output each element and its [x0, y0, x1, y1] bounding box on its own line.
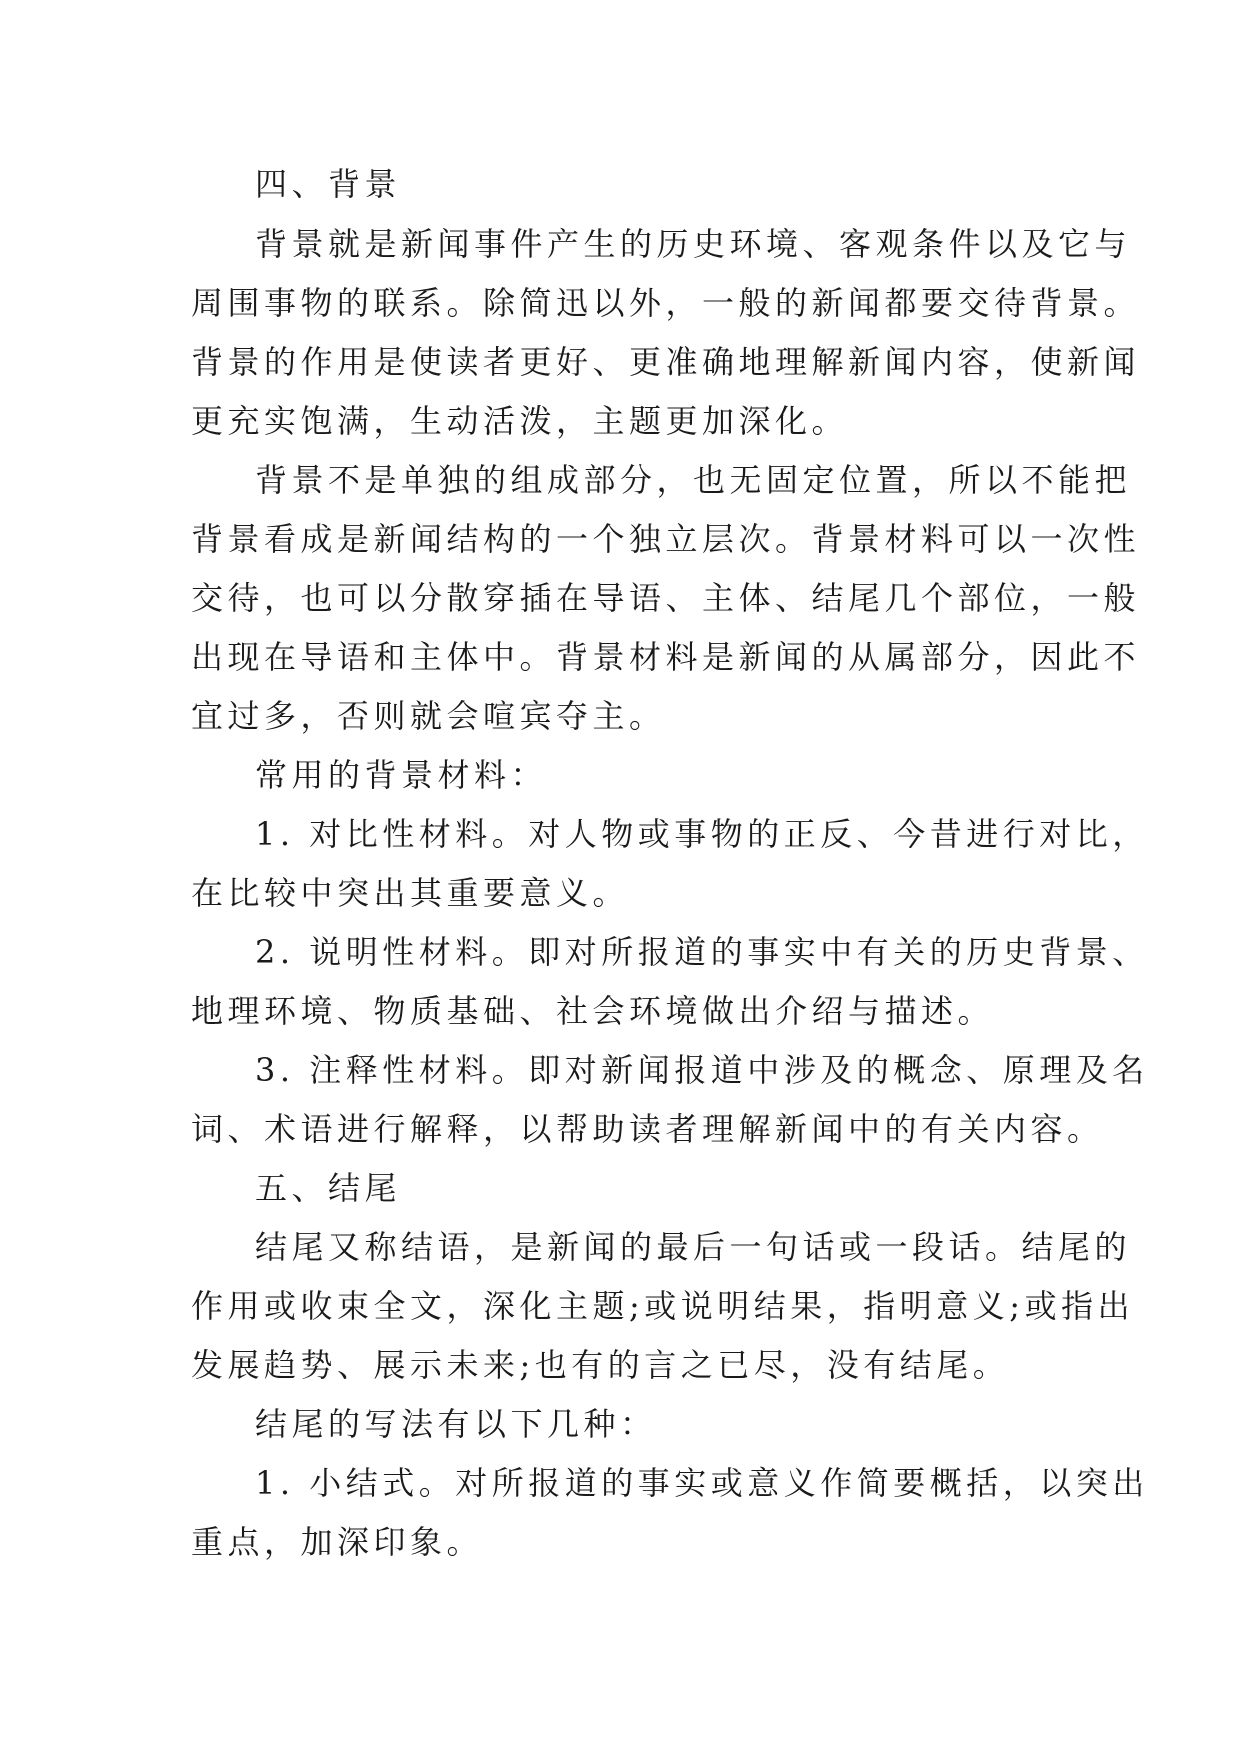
- text-line: 交待，也可以分散穿插在导语、主体、结尾几个部位，一般: [191, 579, 1141, 617]
- text-line: 背景就是新闻事件产生的历史环境、客观条件以及它与: [255, 225, 1132, 263]
- section-heading-ending: 五、结尾: [255, 1169, 402, 1207]
- list-item-line: 1. 小结式。对所报道的事实或意义作简要概括，以突出: [255, 1464, 1149, 1502]
- list-item-line: 2. 说明性材料。即对所报道的事实中有关的历史背景、: [255, 933, 1149, 971]
- text-line: 结尾又称结语，是新闻的最后一句话或一段话。结尾的: [255, 1228, 1132, 1266]
- list-item-line: 重点，加深印象。: [191, 1523, 484, 1561]
- text-line: 背景不是单独的组成部分，也无固定位置，所以不能把: [255, 461, 1132, 499]
- text-line: 更充实饱满，生动活泼，主题更加深化。: [191, 402, 849, 440]
- text-line: 宜过多，否则就会喧宾夺主。: [191, 697, 666, 735]
- list-item-line: 词、术语进行解释，以帮助读者理解新闻中的有关内容。: [191, 1110, 1104, 1148]
- list-item-line: 3. 注释性材料。即对新闻报道中涉及的概念、原理及名: [255, 1051, 1149, 1089]
- text-line: 出现在导语和主体中。背景材料是新闻的从属部分，因此不: [191, 638, 1141, 676]
- text-line: 周围事物的联系。除简迅以外，一般的新闻都要交待背景。: [191, 284, 1141, 322]
- list-item-line: 地理环境、物质基础、社会环境做出介绍与描述。: [191, 992, 995, 1030]
- text-line: 结尾的写法有以下几种：: [255, 1405, 657, 1443]
- text-line: 作用或收束全文，深化主题;或说明结果，指明意义;或指出: [191, 1287, 1135, 1325]
- list-item-line: 1. 对比性材料。对人物或事物的正反、今昔进行对比，: [255, 815, 1149, 853]
- text-line: 背景的作用是使读者更好、更准确地理解新闻内容，使新闻: [191, 343, 1141, 381]
- text-line: 发展趋势、展示未来;也有的言之已尽，没有结尾。: [191, 1346, 1010, 1384]
- section-heading-background: 四、背景: [255, 165, 402, 203]
- text-line: 常用的背景材料：: [255, 756, 548, 794]
- text-line: 背景看成是新闻结构的一个独立层次。背景材料可以一次性: [191, 520, 1141, 558]
- list-item-line: 在比较中突出其重要意义。: [191, 874, 630, 912]
